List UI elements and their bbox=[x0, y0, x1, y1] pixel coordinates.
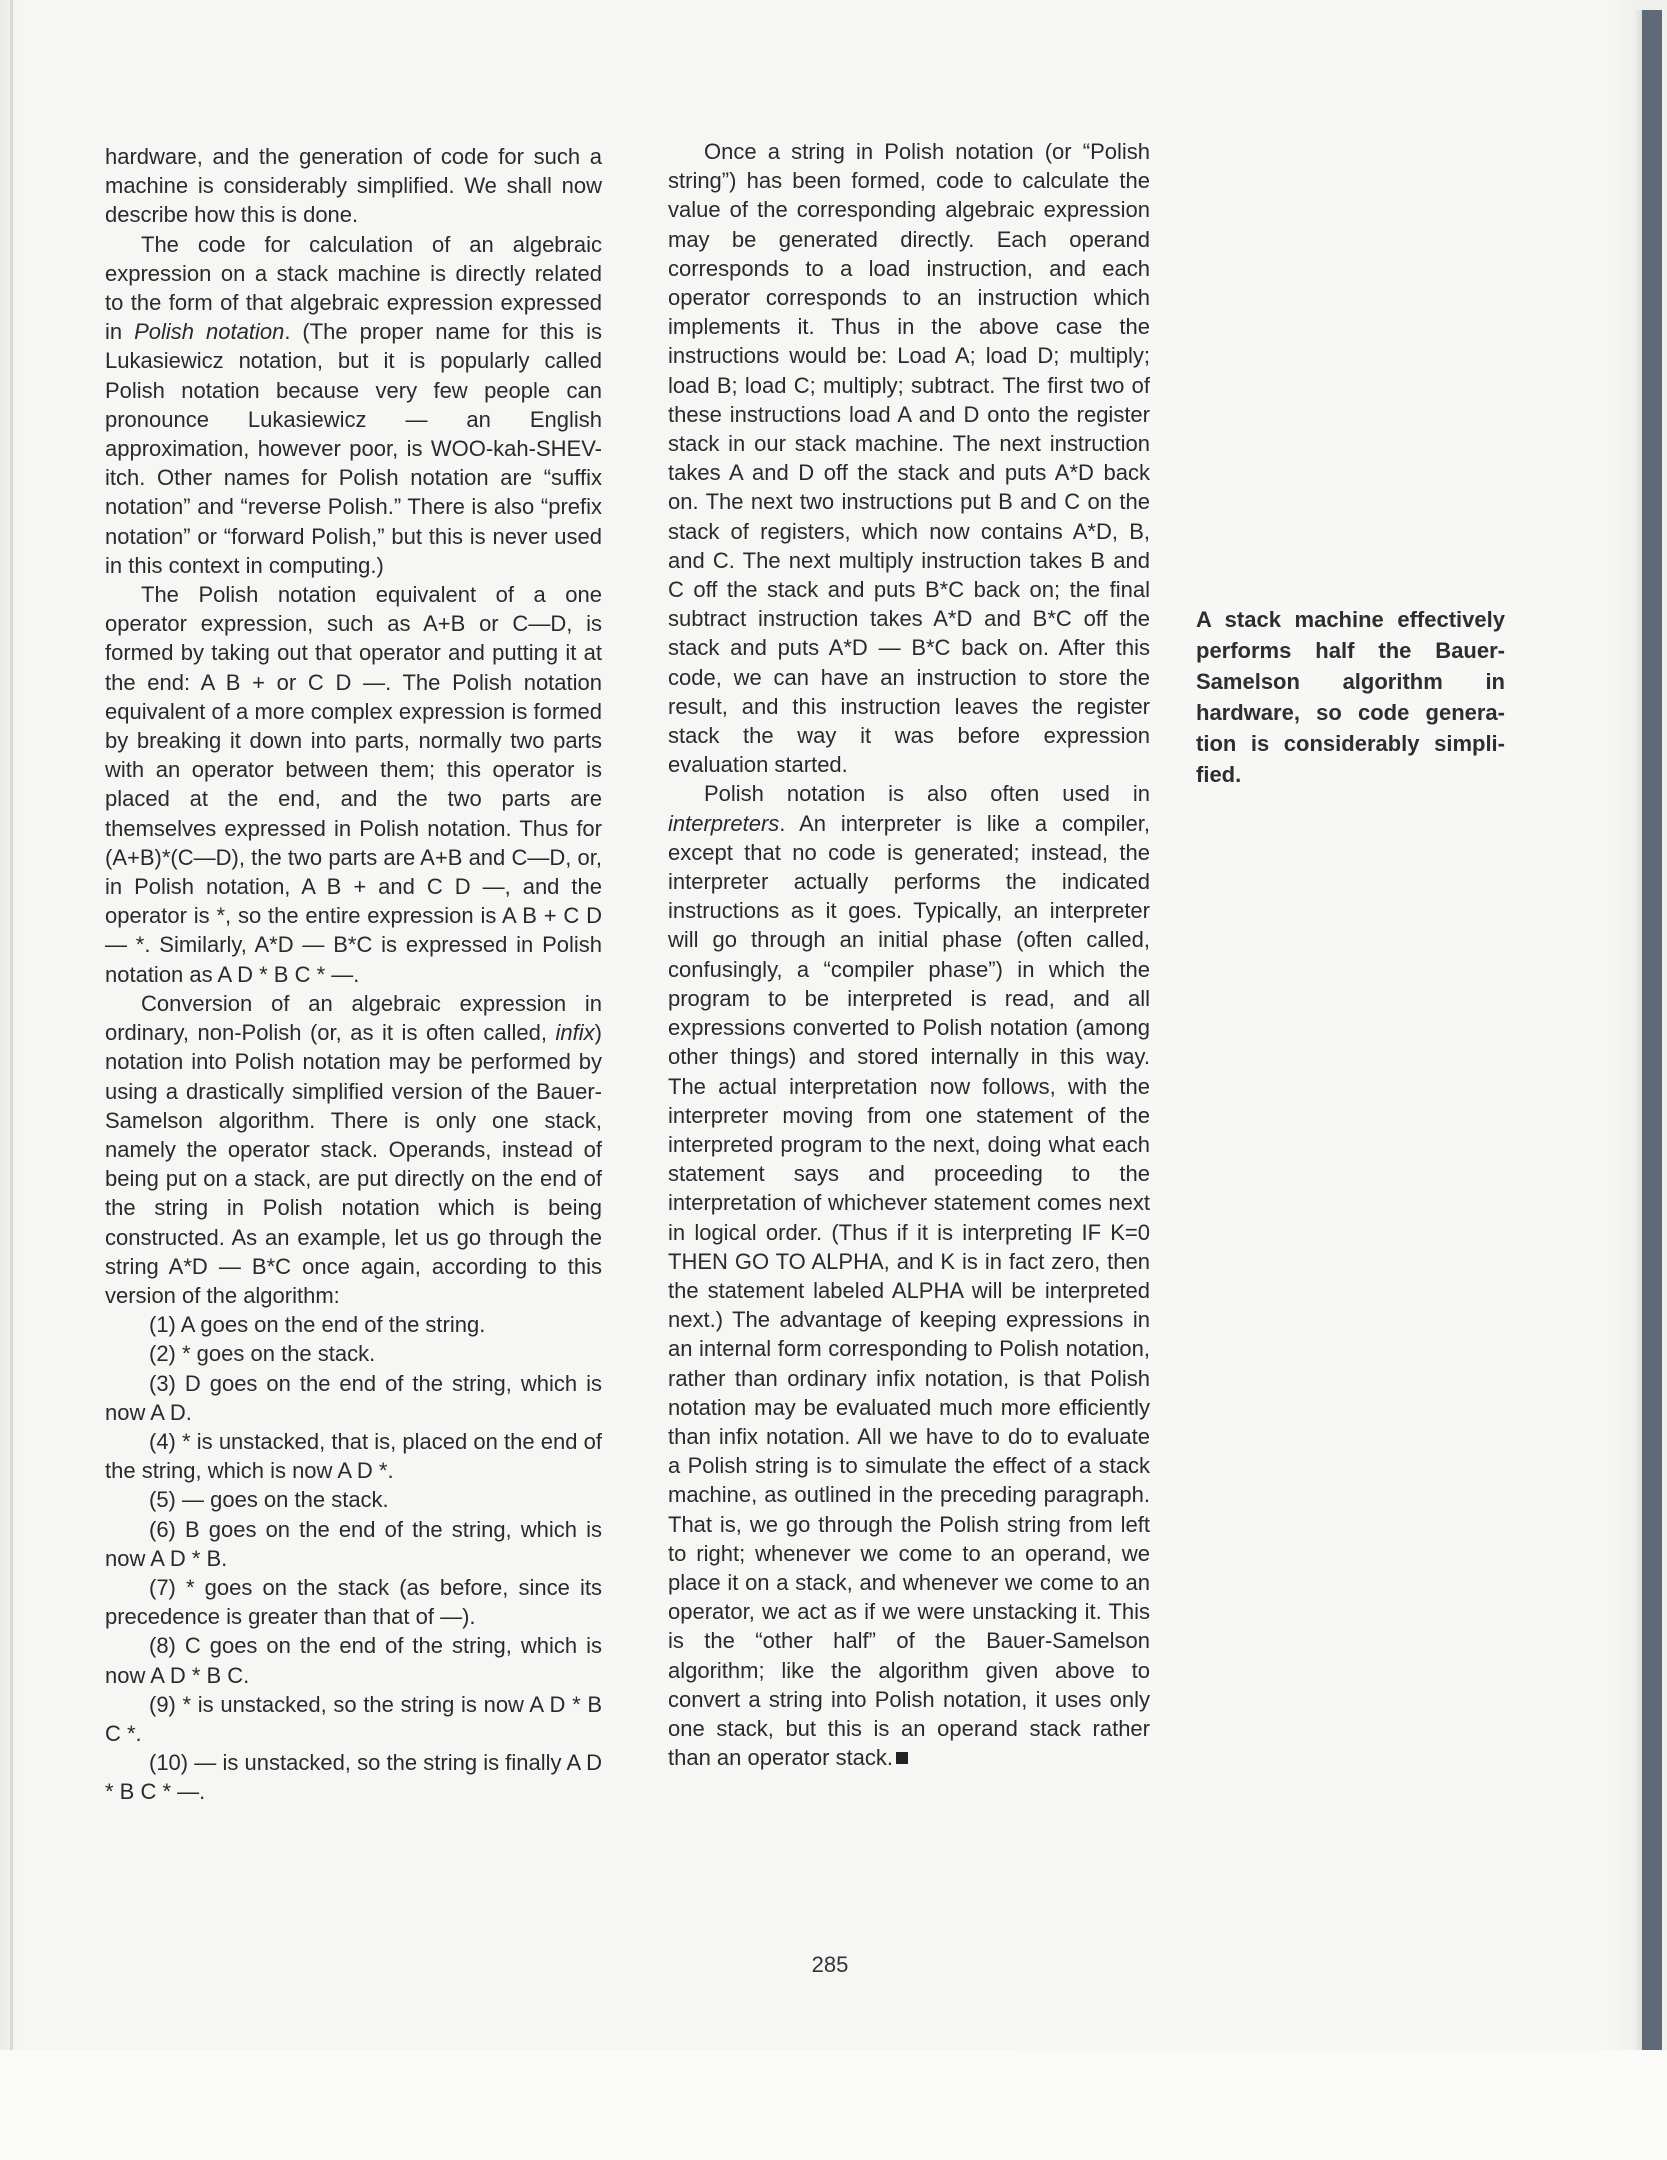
algorithm-step: (8) C goes on the end of the string, which is now A D * B C. bbox=[105, 1633, 602, 1688]
paragraph: hardware, and the generation of code for such a machine is considerably simplified. We shall now describe how this is done. bbox=[105, 144, 602, 228]
paragraph: Once a string in Polish notation (or “Polish string”) has been formed, code to calculate the value of the corresponding algebraic expression may be generated directly. Each operand corresponds to a load instruction, and each operator corresponds to an instruction which implements it. Thus in the above case the instructions would be: Load A; load D; multiply; load B; load C; multiply; subtract. The first two of these instructions load A and D onto the register stack in our stack machine. The next instruction takes A and D off the stack and puts A*D back on. The next two instructions put B and C on the stack of registers, which now contains A*D, B, and C. The next multiply instruction takes B and C off the stack and puts B*C back on; the final subtract instruction takes A*D and B*C off the stack and puts A*D — B*C back on. After this code, we can have an instruction to store the result, and this instruction leaves the register stack the way it was before expression evaluation started. bbox=[668, 139, 1150, 778]
italic-term: Polish notation bbox=[134, 319, 285, 345]
page-number: 285 bbox=[811, 1952, 849, 1977]
algorithm-step: (10) — is unstacked, so the string is finally A D * B C * —. bbox=[105, 1750, 602, 1805]
italic-term: interpreters bbox=[668, 810, 780, 836]
paragraph bbox=[668, 779, 1150, 1772]
middle-text-column bbox=[668, 137, 1150, 1772]
paragraph-text: Conversion of an algebraic expression in ordinary, non-Polish (or, as it is often called, bbox=[105, 990, 602, 1046]
paragraph: The Polish notation equivalent of a one operator expression, such as A+B or C—D, is formed by taking out that operator and putting it at the end: A B + or C D —. The Polish notation equivalent of a more complex expression is formed by breaking it down into parts, normally two parts with an operator between them; this operator is placed at the end, and the two parts are themselves expressed in Polish notation. Thus for (A+B)*(C—D), the two parts are A+B and C—D, or, in Polish notation, A B + and C D —, and the operator is *, so the entire expression is A B + C D — *. Similarly, A*D — B*C is expressed in Polish notation as A D * B C * —. bbox=[105, 582, 602, 987]
algorithm-step: (7) * goes on the stack (as before, since its precedence is greater than that of —). bbox=[105, 1574, 602, 1630]
right-edge-shadow bbox=[1634, 10, 1642, 2050]
left-text-column bbox=[105, 142, 602, 1807]
paragraph-text: . (The proper name for this is Lukasiewicz notation, but it is popularly called Polish notation because very few people can pronounce Lukasiewicz — an English approximation, however poor, is WOO-kah-SHEV-itch. Other names for Polish notation are “suffix notation” and “reverse Polish.” There is also “prefix notation” or “forward Polish,” but this is never used in this context in computing.) bbox=[105, 319, 602, 578]
algorithm-step: (9) * is unstacked, so the string is now A D * B C *. bbox=[105, 1691, 602, 1746]
algorithm-step: (3) D goes on the end of the string, which is now A D. bbox=[105, 1370, 602, 1425]
algorithm-step: (5) — goes on the stack. bbox=[149, 1487, 389, 1513]
end-of-article-mark bbox=[896, 1752, 908, 1764]
paragraph-text: ) notation into Polish notation may be performed by using a drastically simplified version of the Bauer-Samelson algorithm. There is only one stack, namely the operator stack. Operands, instead of being put on a stack, are put directly on the end of the string in Polish notation which is being constructed. As an example, let us go through the string A*D — B*C once again, according to this version of the algorithm: bbox=[105, 1020, 602, 1308]
algorithm-step: (1) A goes on the end of the string. bbox=[149, 1312, 486, 1338]
paragraph bbox=[105, 989, 602, 1310]
algorithm-step: (4) * is unstacked, that is, placed on the end of the string, which is now A D *. bbox=[105, 1428, 602, 1484]
paragraph-text: The code for calculation of an algebraic expression on a stack machine is directly related to the form of that algebraic expression expressed in bbox=[105, 231, 602, 345]
algorithm-step: (6) B goes on the end of the string, which is now A D * B. bbox=[105, 1516, 602, 1571]
algorithm-step: (2) * goes on the stack. bbox=[149, 1341, 376, 1367]
pull-quote: A stack machine effectively performs half the Bauer-Samelson algorithm in hardware, so code generation is considerably simplified. bbox=[1196, 607, 1505, 787]
paragraph-text: Polish notation is also often used in bbox=[704, 781, 1150, 807]
paragraph-text: . An interpreter is like a compiler, except that no code is generated; instead, the interpreter actually performs the indicated instructions as it goes. Typically, an interpreter will go through an initial phase (often called, confusingly, a “compiler phase”) in which the program to be interpreted is read, and all expressions converted to Polish notation (among other things) and stored internally in this way. The actual interpretation now follows, with the interpreter moving from one statement of the interpreted program to the next, doing what each statement says and proceeding to the interpretation of whichever statement comes next in logical order. (Thus if it is interpreting IF K=0 THEN GO TO ALPHA, and K is in fact zero, then the statement labeled ALPHA will be interpreted next.) The advantage of keeping expressions in an internal form corresponding to Polish notation, rather than ordinary infix notation, is that Polish notation may be evaluated much more efficiently than infix notation. All we have to do to evaluate a Polish string is to simulate the effect of a stack machine, as outlined in the preceding paragraph. That is, we go through the Polish string from left to right; whenever we come to an operand, we place it on a stack, and whenever we come to an operator, we act as if we were unstacking it. This is the “other half” of the Bauer-Samelson algorithm; like the algorithm given above to convert a string into Polish notation, it uses only one stack, but this is an operand stack rather than an operator stack. bbox=[668, 810, 1150, 1771]
paragraph bbox=[105, 230, 602, 580]
italic-term: infix bbox=[555, 1020, 595, 1046]
bottom-margin bbox=[0, 2050, 1667, 2160]
right-edge-bar bbox=[1642, 10, 1662, 2050]
page-left-edge bbox=[10, 0, 13, 2060]
